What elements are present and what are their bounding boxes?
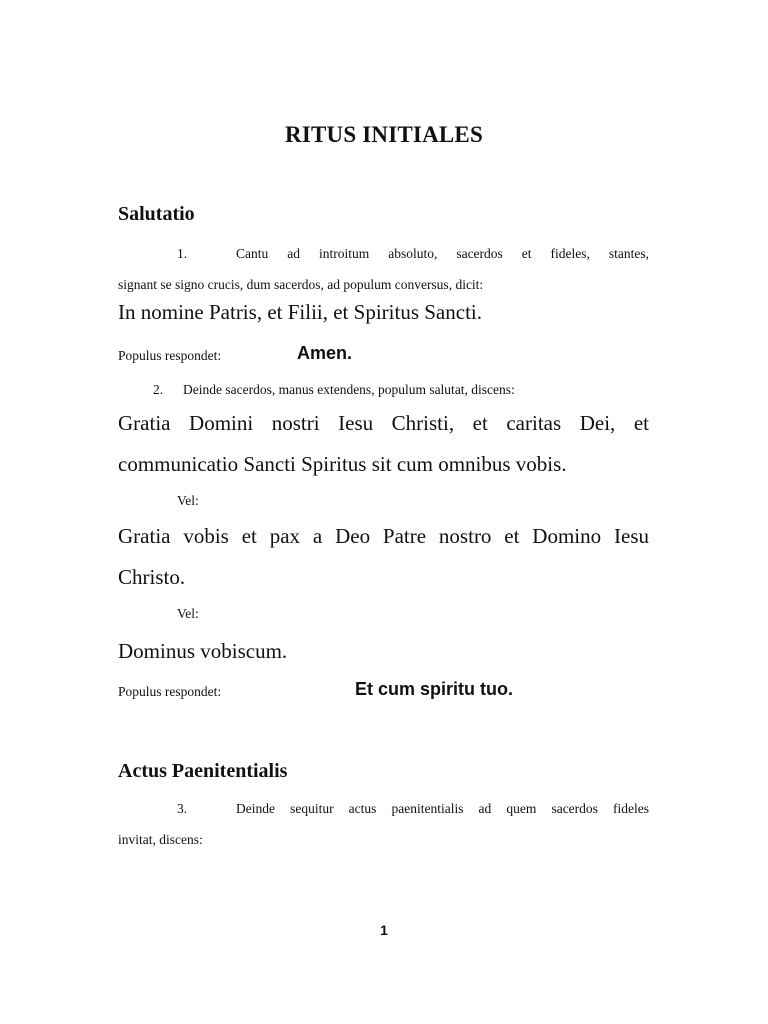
paragraph-1-line-1 <box>118 238 649 269</box>
paragraph-1 <box>118 238 649 300</box>
response-label: Populus respondet: <box>118 684 222 699</box>
response-label: Populus respondet: <box>118 348 222 363</box>
section-heading-salutatio: Salutatio <box>118 203 195 225</box>
paragraph-text: Deinde sequitur actus paenitentialis ad quem sacerdos fideles <box>236 801 649 816</box>
paragraph-1-line-2: signant se signo crucis, dum sacerdos, ad populum conversus, dicit: <box>118 277 484 292</box>
formula-line-1: Gratia Domini nostri Iesu Christi, et caritas Dei, et <box>118 411 649 435</box>
vel-label: Vel: <box>177 606 199 621</box>
response-amen: Amen. <box>297 343 353 363</box>
formula-line-1: Gratia vobis et pax a Deo Patre nostro et Domino Iesu <box>118 524 649 548</box>
paragraph-2 <box>153 374 515 405</box>
formula-dominus-vobiscum: Dominus vobiscum. <box>118 639 288 663</box>
paragraph-text: Cantu ad introitum absoluto, sacerdos et fideles, stantes, <box>236 246 649 261</box>
section-heading-actus-paenitentialis: Actus Paenitentialis <box>118 760 288 782</box>
paragraph-number: 1. <box>177 246 188 261</box>
page-title: RITUS INITIALES <box>285 122 483 147</box>
vel-label: Vel: <box>177 493 199 508</box>
paragraph-3-line-1 <box>118 793 649 824</box>
formula-gratia-vobis <box>118 516 649 598</box>
formula-line-2: communicatio Sancti Spiritus sit cum omnibus vobis. <box>118 452 567 476</box>
page-number: 1 <box>380 922 388 938</box>
formula-in-nomine: In nomine Patris, et Filii, et Spiritus Sancti. <box>118 300 482 324</box>
paragraph-number: 3. <box>177 801 188 816</box>
formula-line-2: Christo. <box>118 565 186 589</box>
paragraph-text: Deinde sacerdos, manus extendens, populum salutat, discens: <box>183 382 515 397</box>
formula-gratia-domini <box>118 403 649 485</box>
paragraph-3-line-2: invitat, discens: <box>118 832 203 847</box>
paragraph-number: 2. <box>153 382 164 397</box>
paragraph-3 <box>118 793 649 855</box>
response-et-cum-spiritu: Et cum spiritu tuo. <box>355 679 514 699</box>
